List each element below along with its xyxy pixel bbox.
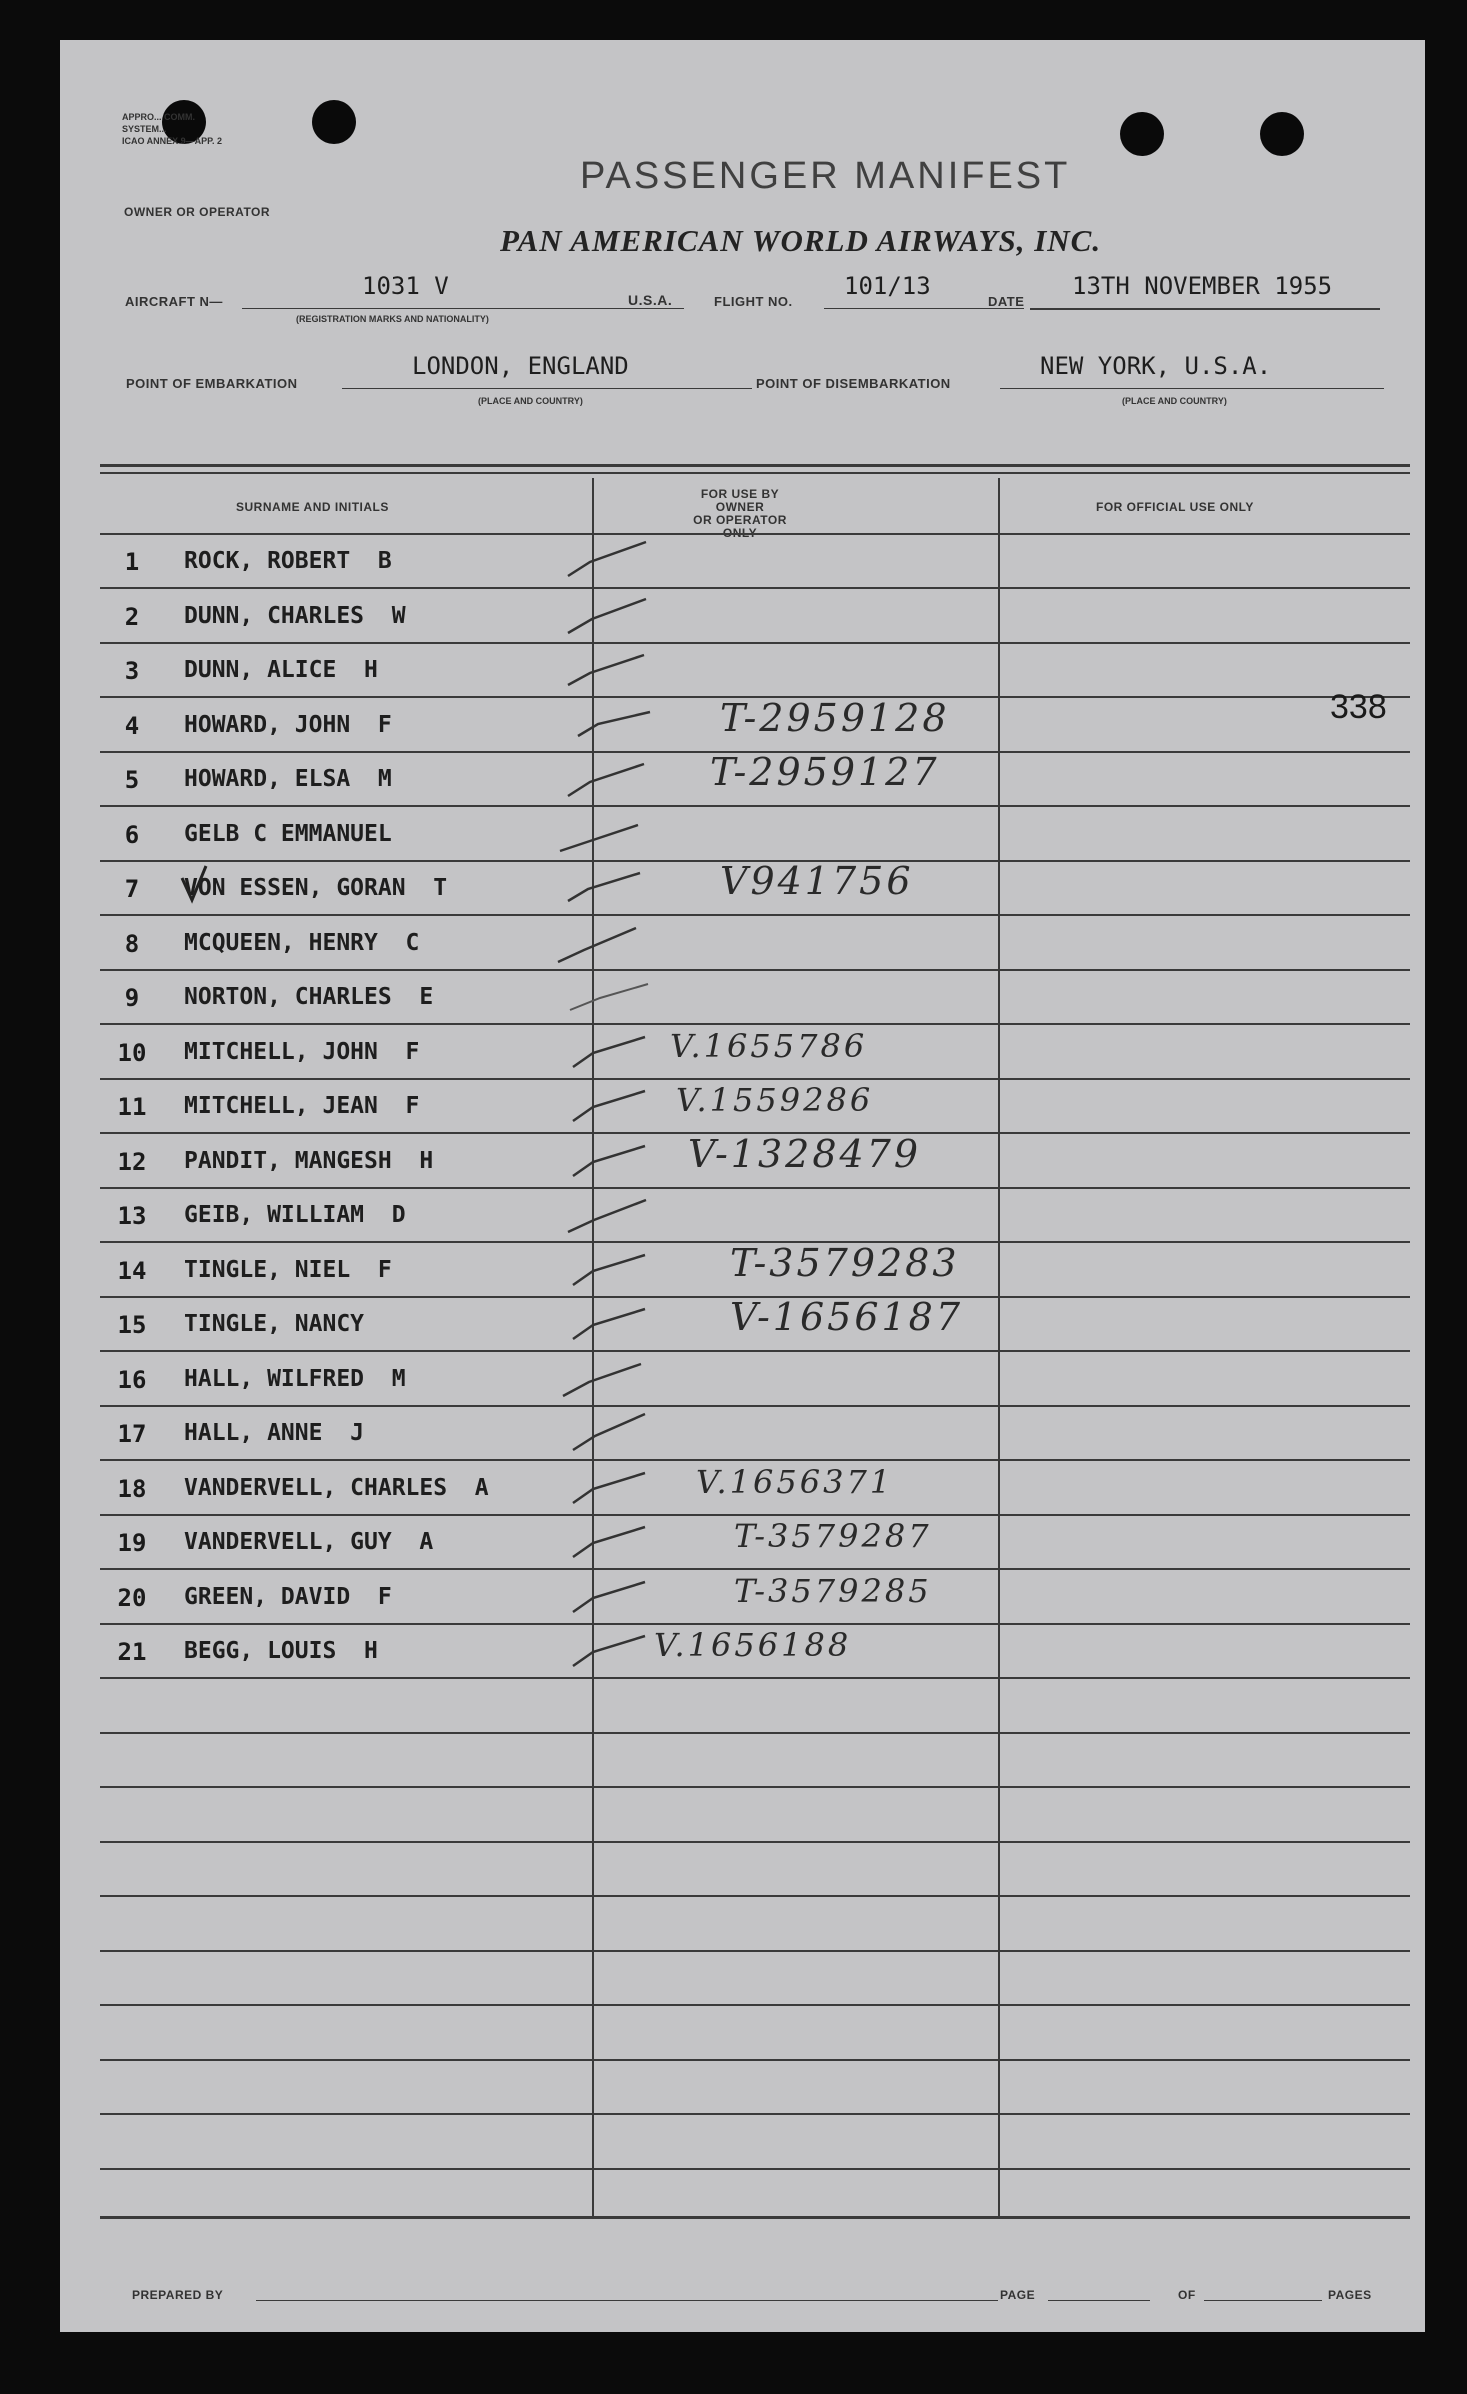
passenger-name: GEIB, WILLIAM D	[184, 1202, 406, 1228]
visa-number: V.1655786	[670, 1027, 868, 1065]
row-number: 18	[117, 1475, 147, 1503]
row-number: 13	[117, 1202, 147, 1230]
checkmark-icon	[565, 1410, 655, 1460]
checkmark-icon	[560, 593, 650, 643]
visa-number: T-3579287	[734, 1517, 932, 1555]
row-number: 9	[124, 984, 140, 1012]
passenger-name: MCQUEEN, HENRY C	[184, 930, 420, 956]
visa-number: T-3579285	[734, 1572, 932, 1610]
pages-label: PAGES	[1328, 2288, 1372, 2302]
visa-number: V.1559286	[676, 1081, 874, 1119]
usa-label: U.S.A.	[628, 292, 673, 308]
passenger-name: ROCK, ROBERT B	[184, 548, 392, 574]
aircraft-value: 1031 V	[362, 272, 449, 300]
passenger-name: VANDERVELL, CHARLES A	[184, 1475, 489, 1501]
checkmark-icon	[565, 1247, 655, 1297]
embarkation-label: POINT OF EMBARKATION	[126, 376, 298, 391]
official-use-note: 338	[1330, 688, 1387, 726]
row-number: 12	[117, 1148, 147, 1176]
row-number: 15	[117, 1311, 147, 1339]
operator-header-line-1: FOR USE BY OWNER	[700, 487, 780, 514]
passenger-name: HOWARD, ELSA M	[184, 766, 392, 792]
approval-note-line-2: SYSTEM...	[122, 124, 167, 134]
checkmark-icon	[565, 1138, 655, 1188]
embarkation-sublabel: (PLACE AND COUNTRY)	[478, 396, 583, 406]
checkmark-icon	[550, 811, 640, 861]
page-title: PASSENGER MANIFEST	[580, 155, 1071, 197]
passenger-name: MITCHELL, JOHN F	[184, 1039, 420, 1065]
approval-note-line-1: APPRO... COMM.	[122, 112, 196, 122]
checkmark-icon	[560, 1192, 650, 1242]
passenger-name: DUNN, ALICE H	[184, 657, 378, 683]
row-number: 1	[124, 548, 140, 576]
row-number: 10	[117, 1039, 147, 1067]
owner-operator-label: OWNER OR OPERATOR	[124, 205, 271, 219]
passenger-name: NORTON, CHARLES E	[184, 984, 434, 1010]
checkmark-icon	[565, 1519, 655, 1569]
flight-label: FLIGHT NO.	[714, 294, 793, 309]
checkmark-icon	[570, 702, 660, 752]
official-column-header: FOR OFFICIAL USE ONLY	[1096, 500, 1254, 514]
visa-number: V941756	[720, 859, 914, 903]
punch-hole	[1120, 112, 1164, 156]
checkmark-icon	[565, 1301, 655, 1351]
row-number: 11	[117, 1093, 147, 1121]
passenger-name: DUNN, CHARLES W	[184, 603, 406, 629]
visa-number: T-2959128	[720, 696, 950, 740]
page-label: PAGE	[1000, 2288, 1036, 2302]
checkmark-icon	[565, 1574, 655, 1624]
approval-note-line-3: ICAO ANNEX 9—APP. 2	[122, 136, 223, 146]
row-number: 19	[117, 1529, 147, 1557]
date-label: DATE	[988, 294, 1025, 309]
of-label: OF	[1178, 2288, 1196, 2302]
row-number: 21	[117, 1638, 147, 1666]
row-number: 2	[124, 603, 140, 631]
passenger-name: GELB C EMMANUEL	[184, 821, 392, 847]
checkmark-icon	[565, 1628, 655, 1678]
airline-name: PAN AMERICAN WORLD AIRWAYS, INC.	[500, 223, 1102, 258]
row-number: 5	[124, 766, 140, 794]
visa-number: V.1656371	[696, 1463, 894, 1501]
row-number: 3	[124, 657, 140, 685]
aircraft-sublabel: (REGISTRATION MARKS AND NATIONALITY)	[296, 314, 489, 324]
row-number: 8	[124, 930, 140, 958]
row-number: 6	[124, 821, 140, 849]
passenger-name: TINGLE, NANCY	[184, 1311, 365, 1337]
row-number: 20	[117, 1584, 147, 1612]
checkmark-icon	[555, 1356, 645, 1406]
passenger-name: PANDIT, MANGESH H	[184, 1148, 434, 1174]
passenger-name: HALL, ANNE J	[184, 1420, 365, 1446]
visa-number: V.1656188	[654, 1626, 852, 1664]
row-number: 4	[124, 712, 140, 740]
visa-number: T-2959127	[710, 750, 940, 794]
disembarkation-sublabel: (PLACE AND COUNTRY)	[1122, 396, 1227, 406]
checkmark-icon	[560, 756, 650, 806]
date-value: 13TH NOVEMBER 1955	[1072, 272, 1333, 300]
checkmark-icon	[560, 974, 650, 1024]
passenger-name: MITCHELL, JEAN F	[184, 1093, 420, 1119]
passenger-name: TINGLE, NIEL F	[184, 1257, 392, 1283]
visa-number: T-3579283	[730, 1241, 960, 1285]
checkmark-icon	[565, 1029, 655, 1079]
prepared-by-label: PREPARED BY	[132, 2288, 224, 2302]
flight-value: 101/13	[844, 272, 931, 300]
row-number: 17	[117, 1420, 147, 1448]
disembarkation-label: POINT OF DISEMBARKATION	[756, 376, 951, 391]
checkmark-icon	[565, 1083, 655, 1133]
row-number: 7	[124, 875, 140, 903]
embarkation-value: LONDON, ENGLAND	[412, 352, 629, 380]
punch-hole	[1260, 112, 1304, 156]
checkmark-icon	[560, 865, 650, 915]
punch-hole	[312, 100, 356, 144]
passenger-name: VANDERVELL, GUY A	[184, 1529, 434, 1555]
surname-column-header: SURNAME AND INITIALS	[236, 500, 389, 514]
manifest-page	[60, 40, 1425, 2332]
checkmark-icon	[550, 920, 640, 970]
checkmark-icon	[560, 538, 650, 588]
aircraft-label: AIRCRAFT N—	[125, 294, 223, 309]
passenger-name: HALL, WILFRED M	[184, 1366, 406, 1392]
visa-number: V-1328479	[688, 1132, 922, 1176]
checkmark-icon	[560, 647, 650, 697]
passenger-name: BEGG, LOUIS H	[184, 1638, 378, 1664]
row-number: 14	[117, 1257, 147, 1285]
operator-header-line-2: OR OPERATOR	[693, 513, 787, 527]
row-number: 16	[117, 1366, 147, 1394]
visa-number: V-1656187	[730, 1295, 964, 1339]
checkmark-icon	[178, 860, 218, 910]
checkmark-icon	[565, 1465, 655, 1515]
passenger-name: GREEN, DAVID F	[184, 1584, 392, 1610]
passenger-name: HOWARD, JOHN F	[184, 712, 392, 738]
passenger-name: VON ESSEN, GORAN T	[184, 875, 448, 901]
disembarkation-value: NEW YORK, U.S.A.	[1040, 352, 1272, 380]
